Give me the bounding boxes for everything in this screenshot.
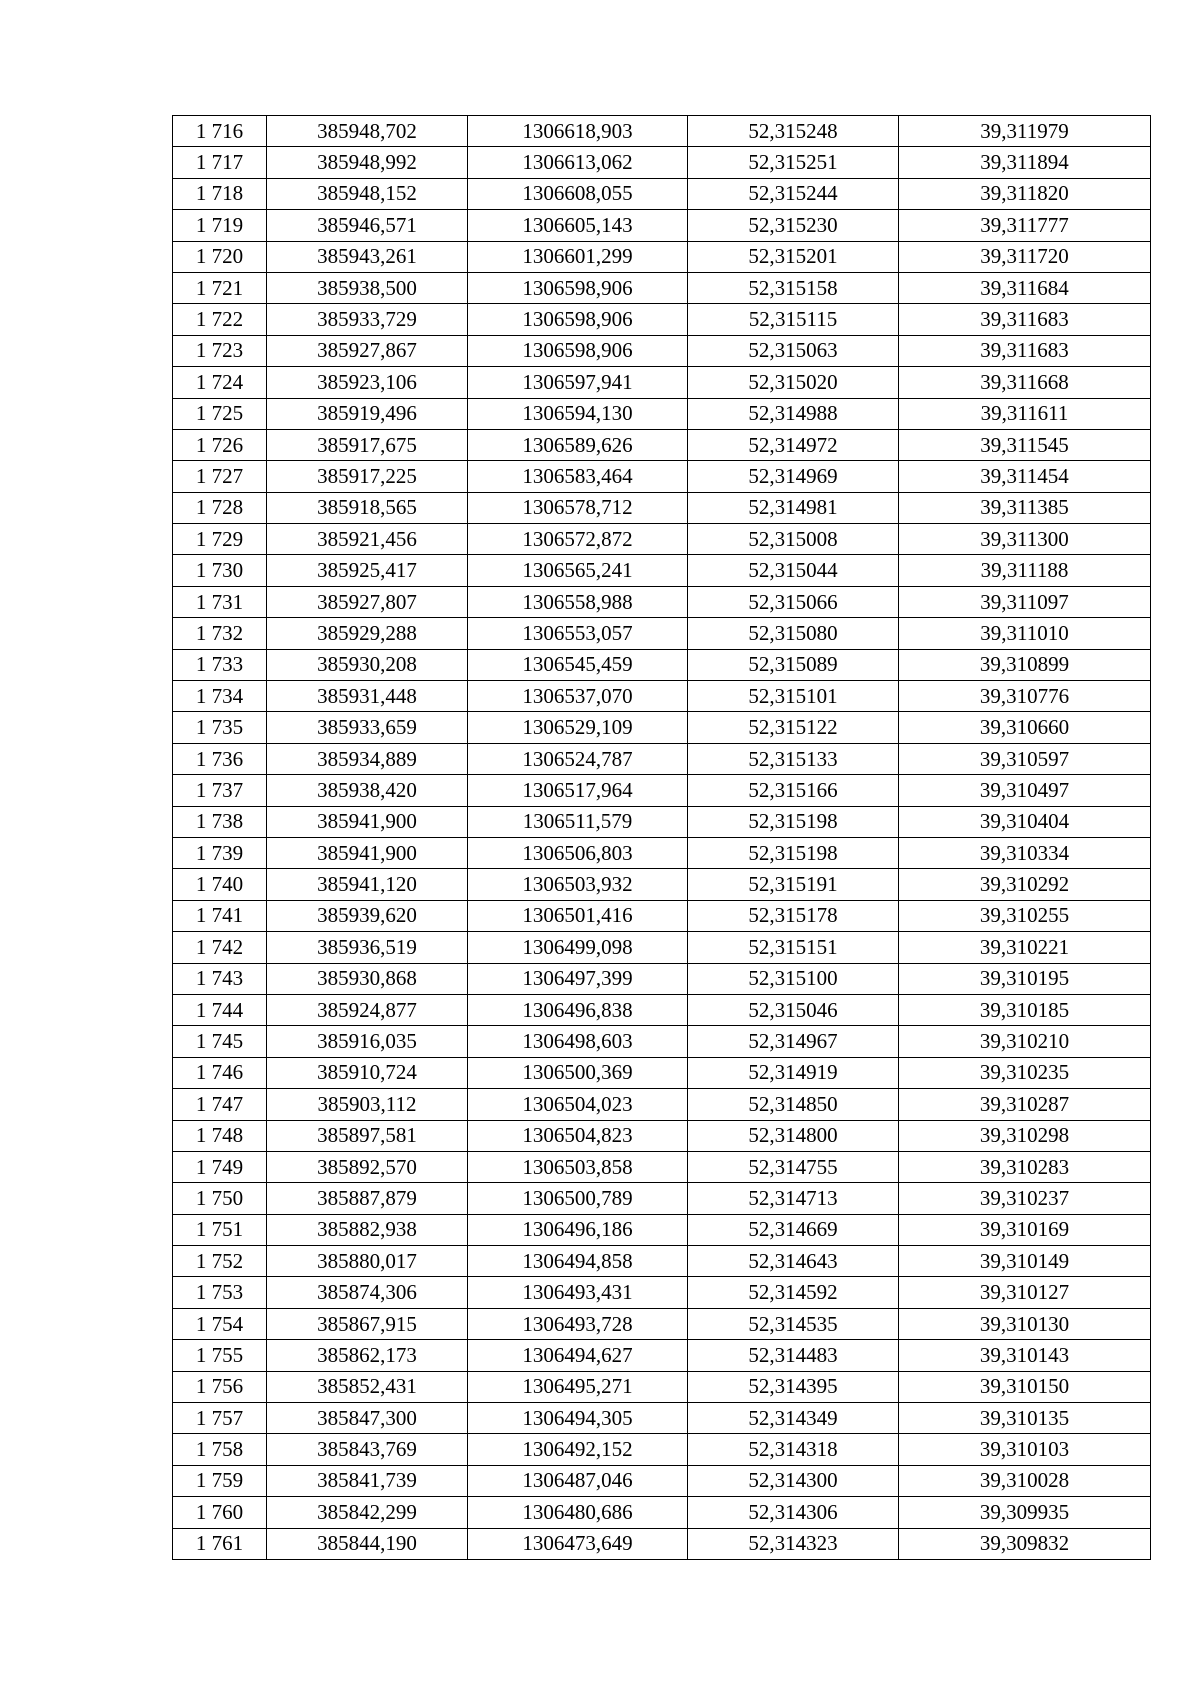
x-coordinate-cell: 385938,420 <box>267 775 468 806</box>
longitude-cell: 39,311300 <box>899 524 1151 555</box>
latitude-cell: 52,315230 <box>688 210 899 241</box>
x-coordinate-cell: 385841,739 <box>267 1465 468 1496</box>
latitude-cell: 52,315101 <box>688 681 899 712</box>
longitude-cell: 39,311454 <box>899 461 1151 492</box>
x-coordinate-cell: 385874,306 <box>267 1277 468 1308</box>
latitude-cell: 52,314967 <box>688 1026 899 1057</box>
x-coordinate-cell: 385933,729 <box>267 304 468 335</box>
y-coordinate-cell: 1306583,464 <box>468 461 688 492</box>
point-number-cell: 1 725 <box>173 398 267 429</box>
x-coordinate-cell: 385948,992 <box>267 147 468 178</box>
latitude-cell: 52,315133 <box>688 743 899 774</box>
y-coordinate-cell: 1306498,603 <box>468 1026 688 1057</box>
x-coordinate-cell: 385917,225 <box>267 461 468 492</box>
latitude-cell: 52,314669 <box>688 1214 899 1245</box>
y-coordinate-cell: 1306493,431 <box>468 1277 688 1308</box>
latitude-cell: 52,314850 <box>688 1089 899 1120</box>
x-coordinate-cell: 385921,456 <box>267 524 468 555</box>
longitude-cell: 39,310660 <box>899 712 1151 743</box>
longitude-cell: 39,310235 <box>899 1057 1151 1088</box>
longitude-cell: 39,310195 <box>899 963 1151 994</box>
latitude-cell: 52,315158 <box>688 272 899 303</box>
y-coordinate-cell: 1306487,046 <box>468 1465 688 1496</box>
latitude-cell: 52,314323 <box>688 1528 899 1559</box>
longitude-cell: 39,310143 <box>899 1340 1151 1371</box>
table-row <box>173 178 1151 209</box>
y-coordinate-cell: 1306613,062 <box>468 147 688 178</box>
latitude-cell: 52,315166 <box>688 775 899 806</box>
y-coordinate-cell: 1306618,903 <box>468 116 688 147</box>
latitude-cell: 52,314755 <box>688 1151 899 1182</box>
longitude-cell: 39,310185 <box>899 994 1151 1025</box>
longitude-cell: 39,311188 <box>899 555 1151 586</box>
y-coordinate-cell: 1306589,626 <box>468 429 688 460</box>
x-coordinate-cell: 385938,500 <box>267 272 468 303</box>
y-coordinate-cell: 1306494,305 <box>468 1403 688 1434</box>
point-number-cell: 1 756 <box>173 1371 267 1402</box>
y-coordinate-cell: 1306601,299 <box>468 241 688 272</box>
x-coordinate-cell: 385887,879 <box>267 1183 468 1214</box>
table-row <box>173 555 1151 586</box>
y-coordinate-cell: 1306558,988 <box>468 586 688 617</box>
table-row <box>173 1057 1151 1088</box>
latitude-cell: 52,314981 <box>688 492 899 523</box>
longitude-cell: 39,310776 <box>899 681 1151 712</box>
y-coordinate-cell: 1306598,906 <box>468 304 688 335</box>
table-row <box>173 304 1151 335</box>
table-row <box>173 492 1151 523</box>
longitude-cell: 39,310135 <box>899 1403 1151 1434</box>
x-coordinate-cell: 385852,431 <box>267 1371 468 1402</box>
table-row <box>173 272 1151 303</box>
latitude-cell: 52,314713 <box>688 1183 899 1214</box>
longitude-cell: 39,311683 <box>899 304 1151 335</box>
table-row <box>173 1089 1151 1120</box>
longitude-cell: 39,311684 <box>899 272 1151 303</box>
table-row <box>173 398 1151 429</box>
point-number-cell: 1 737 <box>173 775 267 806</box>
longitude-cell: 39,309935 <box>899 1497 1151 1528</box>
point-number-cell: 1 741 <box>173 900 267 931</box>
latitude-cell: 52,315063 <box>688 335 899 366</box>
x-coordinate-cell: 385941,900 <box>267 837 468 868</box>
y-coordinate-cell: 1306500,369 <box>468 1057 688 1088</box>
x-coordinate-cell: 385882,938 <box>267 1214 468 1245</box>
y-coordinate-cell: 1306597,941 <box>468 367 688 398</box>
longitude-cell: 39,310103 <box>899 1434 1151 1465</box>
longitude-cell: 39,310255 <box>899 900 1151 931</box>
y-coordinate-cell: 1306500,789 <box>468 1183 688 1214</box>
latitude-cell: 52,314349 <box>688 1403 899 1434</box>
y-coordinate-cell: 1306501,416 <box>468 900 688 931</box>
longitude-cell: 39,311097 <box>899 586 1151 617</box>
x-coordinate-cell: 385924,877 <box>267 994 468 1025</box>
table-row <box>173 429 1151 460</box>
y-coordinate-cell: 1306503,932 <box>468 869 688 900</box>
latitude-cell: 52,314483 <box>688 1340 899 1371</box>
x-coordinate-cell: 385933,659 <box>267 712 468 743</box>
point-number-cell: 1 744 <box>173 994 267 1025</box>
point-number-cell: 1 730 <box>173 555 267 586</box>
x-coordinate-cell: 385925,417 <box>267 555 468 586</box>
point-number-cell: 1 718 <box>173 178 267 209</box>
longitude-cell: 39,310149 <box>899 1246 1151 1277</box>
longitude-cell: 39,310292 <box>899 869 1151 900</box>
latitude-cell: 52,314919 <box>688 1057 899 1088</box>
y-coordinate-cell: 1306493,728 <box>468 1308 688 1339</box>
latitude-cell: 52,315122 <box>688 712 899 743</box>
table-row <box>173 1340 1151 1371</box>
point-number-cell: 1 743 <box>173 963 267 994</box>
latitude-cell: 52,315151 <box>688 932 899 963</box>
latitude-cell: 52,315244 <box>688 178 899 209</box>
longitude-cell: 39,310404 <box>899 806 1151 837</box>
x-coordinate-cell: 385862,173 <box>267 1340 468 1371</box>
x-coordinate-cell: 385946,571 <box>267 210 468 241</box>
latitude-cell: 52,314395 <box>688 1371 899 1402</box>
point-number-cell: 1 720 <box>173 241 267 272</box>
latitude-cell: 52,314988 <box>688 398 899 429</box>
x-coordinate-cell: 385943,261 <box>267 241 468 272</box>
point-number-cell: 1 727 <box>173 461 267 492</box>
latitude-cell: 52,314318 <box>688 1434 899 1465</box>
y-coordinate-cell: 1306503,858 <box>468 1151 688 1182</box>
x-coordinate-cell: 385929,288 <box>267 618 468 649</box>
x-coordinate-cell: 385843,769 <box>267 1434 468 1465</box>
point-number-cell: 1 722 <box>173 304 267 335</box>
longitude-cell: 39,310287 <box>899 1089 1151 1120</box>
point-number-cell: 1 754 <box>173 1308 267 1339</box>
x-coordinate-cell: 385939,620 <box>267 900 468 931</box>
table-row <box>173 461 1151 492</box>
y-coordinate-cell: 1306497,399 <box>468 963 688 994</box>
table-row <box>173 1120 1151 1151</box>
longitude-cell: 39,311385 <box>899 492 1151 523</box>
point-number-cell: 1 732 <box>173 618 267 649</box>
point-number-cell: 1 717 <box>173 147 267 178</box>
y-coordinate-cell: 1306495,271 <box>468 1371 688 1402</box>
longitude-cell: 39,310127 <box>899 1277 1151 1308</box>
table-row <box>173 963 1151 994</box>
longitude-cell: 39,310899 <box>899 649 1151 680</box>
latitude-cell: 52,314592 <box>688 1277 899 1308</box>
y-coordinate-cell: 1306494,858 <box>468 1246 688 1277</box>
longitude-cell: 39,310169 <box>899 1214 1151 1245</box>
latitude-cell: 52,314800 <box>688 1120 899 1151</box>
point-number-cell: 1 728 <box>173 492 267 523</box>
table-row <box>173 1026 1151 1057</box>
table-row <box>173 147 1151 178</box>
y-coordinate-cell: 1306529,109 <box>468 712 688 743</box>
x-coordinate-cell: 385927,807 <box>267 586 468 617</box>
latitude-cell: 52,315198 <box>688 806 899 837</box>
x-coordinate-cell: 385897,581 <box>267 1120 468 1151</box>
longitude-cell: 39,310221 <box>899 932 1151 963</box>
point-number-cell: 1 759 <box>173 1465 267 1496</box>
point-number-cell: 1 750 <box>173 1183 267 1214</box>
point-number-cell: 1 758 <box>173 1434 267 1465</box>
x-coordinate-cell: 385934,889 <box>267 743 468 774</box>
point-number-cell: 1 746 <box>173 1057 267 1088</box>
table-row <box>173 524 1151 555</box>
table-row <box>173 1434 1151 1465</box>
table-row <box>173 837 1151 868</box>
longitude-cell: 39,311611 <box>899 398 1151 429</box>
longitude-cell: 39,310130 <box>899 1308 1151 1339</box>
x-coordinate-cell: 385941,900 <box>267 806 468 837</box>
x-coordinate-cell: 385927,867 <box>267 335 468 366</box>
point-number-cell: 1 745 <box>173 1026 267 1057</box>
point-number-cell: 1 721 <box>173 272 267 303</box>
latitude-cell: 52,315089 <box>688 649 899 680</box>
x-coordinate-cell: 385918,565 <box>267 492 468 523</box>
y-coordinate-cell: 1306578,712 <box>468 492 688 523</box>
point-number-cell: 1 719 <box>173 210 267 241</box>
latitude-cell: 52,315198 <box>688 837 899 868</box>
table-row <box>173 1528 1151 1559</box>
table-row <box>173 743 1151 774</box>
latitude-cell: 52,315008 <box>688 524 899 555</box>
longitude-cell: 39,311820 <box>899 178 1151 209</box>
coordinates-table <box>172 115 1151 1560</box>
table-row <box>173 1151 1151 1182</box>
y-coordinate-cell: 1306496,186 <box>468 1214 688 1245</box>
point-number-cell: 1 738 <box>173 806 267 837</box>
y-coordinate-cell: 1306545,459 <box>468 649 688 680</box>
longitude-cell: 39,311545 <box>899 429 1151 460</box>
table-row <box>173 241 1151 272</box>
point-number-cell: 1 747 <box>173 1089 267 1120</box>
x-coordinate-cell: 385903,112 <box>267 1089 468 1120</box>
longitude-cell: 39,311979 <box>899 116 1151 147</box>
table-row <box>173 869 1151 900</box>
point-number-cell: 1 733 <box>173 649 267 680</box>
x-coordinate-cell: 385917,675 <box>267 429 468 460</box>
y-coordinate-cell: 1306553,057 <box>468 618 688 649</box>
table-row <box>173 1277 1151 1308</box>
x-coordinate-cell: 385844,190 <box>267 1528 468 1559</box>
point-number-cell: 1 752 <box>173 1246 267 1277</box>
longitude-cell: 39,310028 <box>899 1465 1151 1496</box>
latitude-cell: 52,315046 <box>688 994 899 1025</box>
y-coordinate-cell: 1306598,906 <box>468 272 688 303</box>
y-coordinate-cell: 1306506,803 <box>468 837 688 868</box>
table-row <box>173 586 1151 617</box>
point-number-cell: 1 723 <box>173 335 267 366</box>
y-coordinate-cell: 1306572,872 <box>468 524 688 555</box>
point-number-cell: 1 740 <box>173 869 267 900</box>
longitude-cell: 39,310497 <box>899 775 1151 806</box>
latitude-cell: 52,315178 <box>688 900 899 931</box>
longitude-cell: 39,311010 <box>899 618 1151 649</box>
table-row <box>173 775 1151 806</box>
point-number-cell: 1 724 <box>173 367 267 398</box>
y-coordinate-cell: 1306499,098 <box>468 932 688 963</box>
latitude-cell: 52,315100 <box>688 963 899 994</box>
latitude-cell: 52,315044 <box>688 555 899 586</box>
x-coordinate-cell: 385948,152 <box>267 178 468 209</box>
table-row <box>173 1308 1151 1339</box>
table-row <box>173 681 1151 712</box>
x-coordinate-cell: 385867,915 <box>267 1308 468 1339</box>
y-coordinate-cell: 1306537,070 <box>468 681 688 712</box>
y-coordinate-cell: 1306594,130 <box>468 398 688 429</box>
point-number-cell: 1 748 <box>173 1120 267 1151</box>
longitude-cell: 39,311777 <box>899 210 1151 241</box>
longitude-cell: 39,311720 <box>899 241 1151 272</box>
latitude-cell: 52,314535 <box>688 1308 899 1339</box>
x-coordinate-cell: 385910,724 <box>267 1057 468 1088</box>
table-row <box>173 1403 1151 1434</box>
longitude-cell: 39,310298 <box>899 1120 1151 1151</box>
table-row <box>173 932 1151 963</box>
point-number-cell: 1 761 <box>173 1528 267 1559</box>
y-coordinate-cell: 1306504,823 <box>468 1120 688 1151</box>
table-row <box>173 1371 1151 1402</box>
table-row <box>173 712 1151 743</box>
latitude-cell: 52,315115 <box>688 304 899 335</box>
y-coordinate-cell: 1306480,686 <box>468 1497 688 1528</box>
x-coordinate-cell: 385931,448 <box>267 681 468 712</box>
longitude-cell: 39,309832 <box>899 1528 1151 1559</box>
latitude-cell: 52,315251 <box>688 147 899 178</box>
x-coordinate-cell: 385930,868 <box>267 963 468 994</box>
table-row <box>173 116 1151 147</box>
y-coordinate-cell: 1306598,906 <box>468 335 688 366</box>
x-coordinate-cell: 385930,208 <box>267 649 468 680</box>
longitude-cell: 39,310597 <box>899 743 1151 774</box>
table-row <box>173 1465 1151 1496</box>
x-coordinate-cell: 385842,299 <box>267 1497 468 1528</box>
x-coordinate-cell: 385941,120 <box>267 869 468 900</box>
point-number-cell: 1 735 <box>173 712 267 743</box>
latitude-cell: 52,314972 <box>688 429 899 460</box>
latitude-cell: 52,314643 <box>688 1246 899 1277</box>
y-coordinate-cell: 1306524,787 <box>468 743 688 774</box>
y-coordinate-cell: 1306504,023 <box>468 1089 688 1120</box>
table-row <box>173 210 1151 241</box>
x-coordinate-cell: 385923,106 <box>267 367 468 398</box>
latitude-cell: 52,315191 <box>688 869 899 900</box>
point-number-cell: 1 755 <box>173 1340 267 1371</box>
point-number-cell: 1 734 <box>173 681 267 712</box>
point-number-cell: 1 757 <box>173 1403 267 1434</box>
y-coordinate-cell: 1306565,241 <box>468 555 688 586</box>
table-row <box>173 1183 1151 1214</box>
y-coordinate-cell: 1306492,152 <box>468 1434 688 1465</box>
longitude-cell: 39,311668 <box>899 367 1151 398</box>
x-coordinate-cell: 385847,300 <box>267 1403 468 1434</box>
latitude-cell: 52,314300 <box>688 1465 899 1496</box>
point-number-cell: 1 716 <box>173 116 267 147</box>
y-coordinate-cell: 1306605,143 <box>468 210 688 241</box>
y-coordinate-cell: 1306494,627 <box>468 1340 688 1371</box>
table-row <box>173 900 1151 931</box>
table-row <box>173 618 1151 649</box>
table-row <box>173 335 1151 366</box>
table-row <box>173 806 1151 837</box>
x-coordinate-cell: 385936,519 <box>267 932 468 963</box>
latitude-cell: 52,314969 <box>688 461 899 492</box>
point-number-cell: 1 749 <box>173 1151 267 1182</box>
point-number-cell: 1 726 <box>173 429 267 460</box>
table-row <box>173 994 1151 1025</box>
table-row <box>173 1246 1151 1277</box>
point-number-cell: 1 736 <box>173 743 267 774</box>
longitude-cell: 39,310150 <box>899 1371 1151 1402</box>
x-coordinate-cell: 385919,496 <box>267 398 468 429</box>
x-coordinate-cell: 385916,035 <box>267 1026 468 1057</box>
coordinates-table-body <box>173 116 1151 1560</box>
latitude-cell: 52,314306 <box>688 1497 899 1528</box>
longitude-cell: 39,310210 <box>899 1026 1151 1057</box>
longitude-cell: 39,311683 <box>899 335 1151 366</box>
longitude-cell: 39,310283 <box>899 1151 1151 1182</box>
point-number-cell: 1 760 <box>173 1497 267 1528</box>
y-coordinate-cell: 1306517,964 <box>468 775 688 806</box>
point-number-cell: 1 751 <box>173 1214 267 1245</box>
point-number-cell: 1 753 <box>173 1277 267 1308</box>
x-coordinate-cell: 385948,702 <box>267 116 468 147</box>
y-coordinate-cell: 1306496,838 <box>468 994 688 1025</box>
table-row <box>173 1214 1151 1245</box>
longitude-cell: 39,310334 <box>899 837 1151 868</box>
point-number-cell: 1 742 <box>173 932 267 963</box>
latitude-cell: 52,315080 <box>688 618 899 649</box>
x-coordinate-cell: 385892,570 <box>267 1151 468 1182</box>
point-number-cell: 1 739 <box>173 837 267 868</box>
x-coordinate-cell: 385880,017 <box>267 1246 468 1277</box>
table-row <box>173 1497 1151 1528</box>
latitude-cell: 52,315201 <box>688 241 899 272</box>
point-number-cell: 1 729 <box>173 524 267 555</box>
y-coordinate-cell: 1306473,649 <box>468 1528 688 1559</box>
table-row <box>173 367 1151 398</box>
latitude-cell: 52,315020 <box>688 367 899 398</box>
latitude-cell: 52,315248 <box>688 116 899 147</box>
longitude-cell: 39,310237 <box>899 1183 1151 1214</box>
y-coordinate-cell: 1306511,579 <box>468 806 688 837</box>
y-coordinate-cell: 1306608,055 <box>468 178 688 209</box>
table-row <box>173 649 1151 680</box>
point-number-cell: 1 731 <box>173 586 267 617</box>
longitude-cell: 39,311894 <box>899 147 1151 178</box>
latitude-cell: 52,315066 <box>688 586 899 617</box>
